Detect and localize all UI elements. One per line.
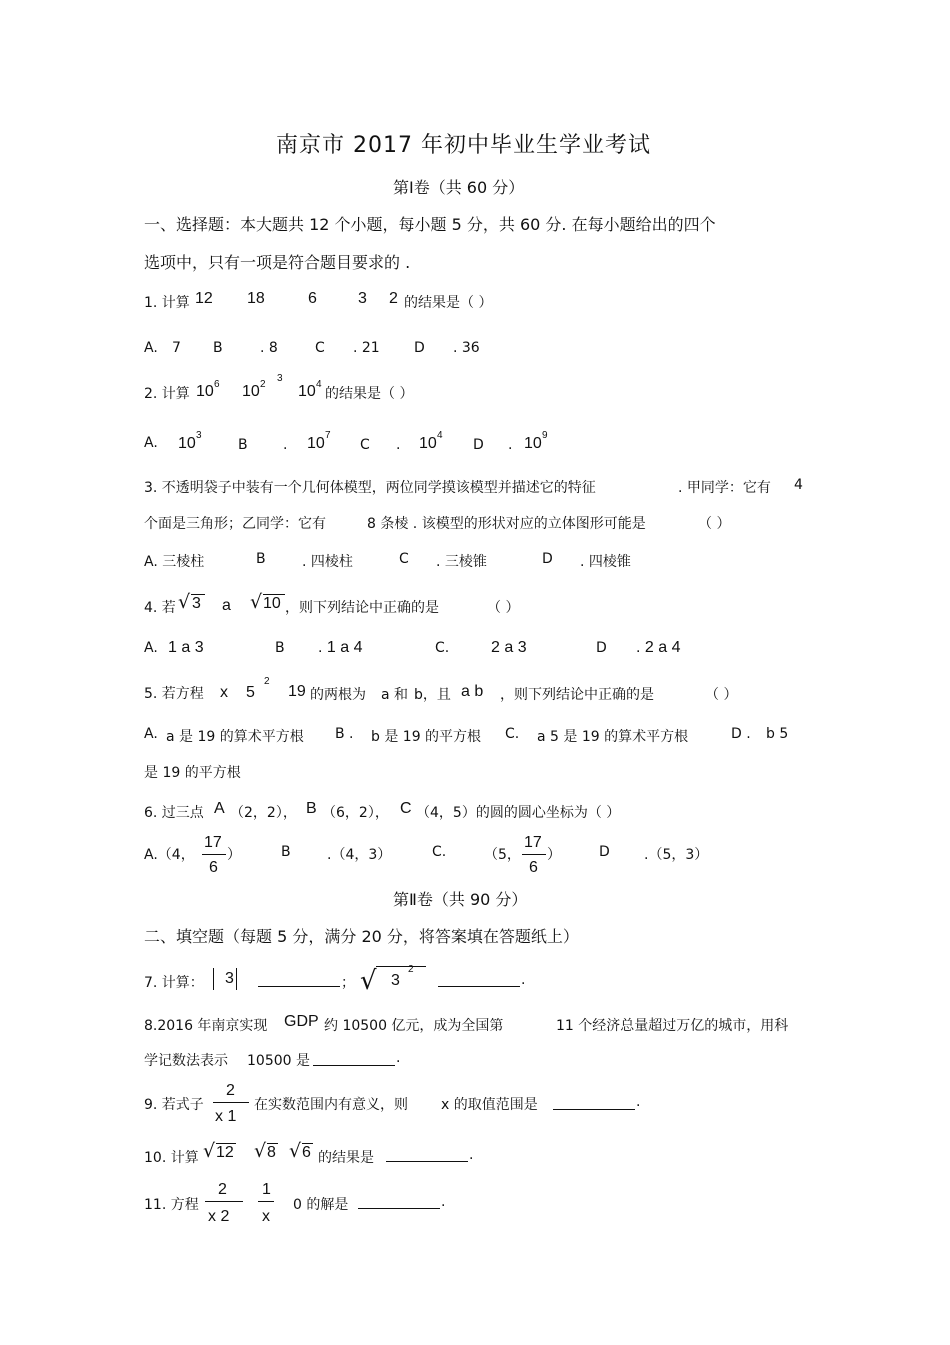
q8-line2-a: 学记数法表示	[144, 1053, 228, 1069]
q5-b: b，且	[414, 687, 451, 703]
absolute-bar-left	[213, 968, 214, 990]
q5-stem-end: ，则下列结论中正确的是	[500, 687, 654, 703]
fraction-bar	[213, 1102, 249, 1103]
q6-point-c-coord: （4，5）的圆的圆心坐标为（ ）	[416, 805, 621, 821]
q7-semicolon: ；	[341, 975, 355, 991]
part2-intro: 二、填空题（每题 5 分，满分 20 分，将答案填在答题纸上）	[144, 927, 579, 946]
q3-line2-c: （ ）	[698, 516, 731, 532]
q9-denominator: x 1	[215, 1108, 237, 1125]
q4-option-b-value: . 1 a 4	[318, 639, 363, 656]
q1-option-a-value: 7	[172, 340, 181, 356]
q1-stem-start: 1. 计算	[144, 295, 190, 311]
q4-stem-start: 4. 若	[144, 600, 176, 616]
q3-line1-c: 4	[794, 477, 803, 493]
q2-option-b-base: 10	[307, 435, 325, 452]
q2-option-a-label: A.	[144, 435, 158, 451]
q5-option-b-value: b 是 19 的平方根	[371, 729, 482, 745]
q2-exp1: 6	[214, 379, 220, 390]
q11-denominator1: x 2	[208, 1208, 230, 1225]
q1-n4: 3	[358, 290, 367, 307]
q8-line1-c: 11 个经济总量超过万亿的城市，用科	[556, 1018, 789, 1034]
q1-stem-end: 的结果是（ ）	[404, 295, 493, 311]
q10-radicand1: 12	[216, 1144, 234, 1161]
q3-option-c-value: . 三棱锥	[436, 554, 487, 570]
sqrt-icon: √	[254, 1140, 267, 1162]
q6-option-a-label: A.（4，	[144, 847, 195, 863]
q4-radicand1: 3	[192, 595, 201, 612]
q2-option-c-base: 10	[419, 435, 437, 452]
q6-option-c-den: 6	[529, 859, 538, 876]
q5-a-gt-b: a b	[461, 683, 484, 700]
q6-option-a-num: 17	[204, 834, 222, 851]
q10-radicand3: 6	[302, 1144, 311, 1161]
q1-option-b-label: B	[213, 340, 223, 356]
q5-option-a-value: a 是 19 的算术平方根	[166, 729, 304, 745]
q4-option-c-label: C.	[435, 640, 450, 656]
q6-option-c-label: C.	[432, 844, 447, 860]
q11-denominator2: x	[262, 1208, 270, 1225]
q6-point-c: C	[400, 800, 412, 817]
q5-option-c-label: C.	[505, 726, 520, 742]
q2-option-c-exp: 4	[437, 430, 443, 441]
q2-stem-start: 2. 计算	[144, 386, 190, 402]
q2-option-d-exp: 9	[542, 430, 548, 441]
q5-option-a-label: A.	[144, 726, 158, 742]
q5-a-and: a 和	[381, 687, 409, 703]
q8-gdp: GDP	[284, 1013, 319, 1030]
q11-numerator2: 1	[262, 1181, 271, 1198]
q10-answer-blank[interactable]	[386, 1161, 468, 1162]
q5-stem-mid: 的两根为	[310, 687, 366, 703]
q6-stem-start: 6. 过三点	[144, 805, 204, 821]
q1-n3: 6	[308, 290, 317, 307]
q10-end: 的结果是	[318, 1150, 374, 1166]
q2-exp3: 3	[277, 373, 283, 384]
q4-option-b-label: B	[275, 640, 285, 656]
fraction-bar	[202, 854, 226, 855]
absolute-bar-right	[236, 968, 237, 990]
q4-option-d-label: D	[596, 640, 607, 656]
q7-period: .	[521, 972, 526, 988]
q1-option-c-label: C	[315, 340, 325, 356]
q5-option-b-label: B .	[335, 726, 354, 742]
q6-point-b: B	[306, 800, 317, 817]
q2-option-b-exp: 7	[325, 430, 331, 441]
q4-option-c-value: 2 a 3	[491, 639, 527, 656]
q3-line2-b: 8 条棱 . 该模型的形状对应的立体图形可能是	[367, 516, 646, 532]
q6-option-c-num: 17	[524, 834, 542, 851]
q3-line1-a: 3. 不透明袋子中装有一个几何体模型，两位同学摸该模型并描述它的特征	[144, 480, 596, 496]
q4-paren: （ ）	[487, 600, 520, 616]
part1-intro-line2: 选项中，只有一项是符合题目要求的 .	[144, 253, 411, 272]
sqrt-icon: √	[289, 1140, 302, 1162]
q9-numerator: 2	[226, 1082, 235, 1099]
q7-answer-blank-1[interactable]	[258, 986, 340, 987]
q11-period: .	[441, 1194, 446, 1210]
q4-stem-end: ，则下列结论中正确的是	[285, 600, 439, 616]
sqrt-icon: √	[178, 591, 191, 613]
sqrt-icon: √	[203, 1140, 216, 1162]
q5-paren: （ ）	[705, 687, 738, 703]
q2-option-c-dot: .	[396, 437, 401, 453]
q2-option-d-label: D	[473, 437, 484, 453]
fraction-bar	[522, 854, 546, 855]
part2-heading: 第Ⅱ卷（共 90 分）	[393, 890, 528, 909]
q7-answer-blank-2[interactable]	[438, 986, 520, 987]
q4-variable-a: a	[222, 597, 231, 614]
q10-stem: 10. 计算	[144, 1150, 199, 1166]
q7-stem: 7. 计算：	[144, 975, 204, 991]
q3-option-b-value: . 四棱柱	[302, 554, 353, 570]
q8-answer-blank[interactable]	[313, 1065, 395, 1066]
q11-stem: 11. 方程	[144, 1197, 199, 1213]
q2-option-b-dot: .	[283, 437, 288, 453]
q1-option-d-value: . 36	[453, 340, 480, 356]
q7-square: 2	[408, 964, 414, 975]
q6-option-c-end: ）	[547, 847, 561, 863]
q5-option-c-value: a 5 是 19 的算术平方根	[537, 729, 689, 745]
q9-period: .	[636, 1094, 641, 1110]
q6-option-b-label: B	[281, 844, 291, 860]
q9-answer-blank[interactable]	[553, 1109, 635, 1110]
q10-radicand2: 8	[267, 1144, 276, 1161]
q4-option-a-value: 1 a 3	[168, 639, 204, 656]
q4-option-d-value: . 2 a 4	[636, 639, 681, 656]
q3-option-a: A. 三棱柱	[144, 554, 205, 570]
q1-n5: 2	[389, 290, 398, 307]
q9-stem: 9. 若式子	[144, 1097, 204, 1113]
part1-heading: 第Ⅰ卷（共 60 分）	[393, 178, 525, 197]
q5-five: 5	[246, 684, 255, 701]
q5-x: x	[220, 684, 228, 701]
q1-n2: 18	[247, 290, 265, 307]
q8-line1-a: 8.2016 年南京实现	[144, 1018, 268, 1034]
q3-line1-b: . 甲同学：它有	[678, 480, 771, 496]
q1-option-d-label: D	[414, 340, 425, 356]
q1-option-c-value: . 21	[353, 340, 380, 356]
q6-point-a-coord: （2，2），	[230, 805, 297, 821]
q2-option-a-exp: 3	[196, 430, 202, 441]
q2-exp4: 4	[316, 379, 322, 390]
q7-radical-bar	[376, 966, 426, 967]
exam-title: 南京市 2017 年初中毕业生学业考试	[276, 133, 651, 158]
q11-answer-blank[interactable]	[358, 1208, 440, 1209]
q4-radicand2: 10	[263, 595, 281, 612]
q5-nineteen: 19	[288, 683, 306, 700]
q2-option-b-label: B	[238, 437, 248, 453]
q6-option-b-value: .（4，3）	[327, 847, 392, 863]
q5-stem-start: 5. 若方程	[144, 686, 204, 702]
q8-line2-b: 10500 是	[247, 1053, 310, 1069]
q6-option-a-den: 6	[209, 859, 218, 876]
q7-three: 3	[225, 970, 234, 987]
q6-option-d-value: .（5，3）	[644, 847, 709, 863]
q8-line1-b: 约 10500 亿元，成为全国第	[324, 1018, 504, 1034]
q2-option-c-label: C	[360, 437, 370, 453]
q5-square: 2	[264, 676, 270, 687]
q2-option-d-dot: .	[508, 437, 513, 453]
q8-period: .	[396, 1050, 401, 1066]
q1-n1: 12	[195, 290, 213, 307]
sqrt-icon: √	[250, 591, 263, 613]
q11-zero: 0 的解是	[293, 1197, 349, 1213]
q3-option-b-label: B	[256, 551, 266, 567]
q6-option-a-end: ）	[227, 847, 241, 863]
q4-option-a-label: A.	[144, 640, 158, 656]
q2-option-d-base: 10	[524, 435, 542, 452]
fraction-bar	[205, 1201, 243, 1202]
q10-period: .	[469, 1147, 474, 1163]
sqrt-icon: √	[360, 966, 377, 996]
q2-base1: 10	[196, 383, 214, 400]
q6-option-c-pre: （5，	[484, 847, 521, 863]
q3-line2-a: 个面是三角形；乙同学：它有	[144, 516, 326, 532]
q5-option-d-label: D .	[731, 726, 751, 742]
q1-option-b-value: . 8	[260, 340, 278, 356]
fraction-bar	[258, 1201, 274, 1202]
q2-option-a-base: 10	[178, 435, 196, 452]
q9-mid: 在实数范围内有意义，则	[254, 1097, 408, 1113]
q11-numerator1: 2	[218, 1181, 227, 1198]
q3-option-c-label: C	[399, 551, 409, 567]
q7-three-2: 3	[391, 972, 400, 989]
q3-option-d-value: . 四棱锥	[580, 554, 631, 570]
q6-point-b-coord: （6，2），	[322, 805, 389, 821]
part1-intro-line1: 一、选择题：本大题共 12 个小题，每小题 5 分，共 60 分. 在每小题给出的四个	[144, 215, 716, 234]
q2-exp2: 2	[260, 379, 266, 390]
q9-x: x 的取值范围是	[441, 1097, 538, 1113]
q6-point-a: A	[214, 800, 225, 817]
q2-base2: 10	[242, 383, 260, 400]
q6-option-d-label: D	[599, 844, 610, 860]
q5-option-d-value: b 5	[766, 726, 789, 742]
q1-option-a-label: A.	[144, 340, 158, 356]
q5-option-d-line2: 是 19 的平方根	[144, 765, 241, 781]
q2-base3: 10	[298, 383, 316, 400]
q3-option-d-label: D	[542, 551, 553, 567]
q2-stem-end: 的结果是（ ）	[325, 386, 414, 402]
